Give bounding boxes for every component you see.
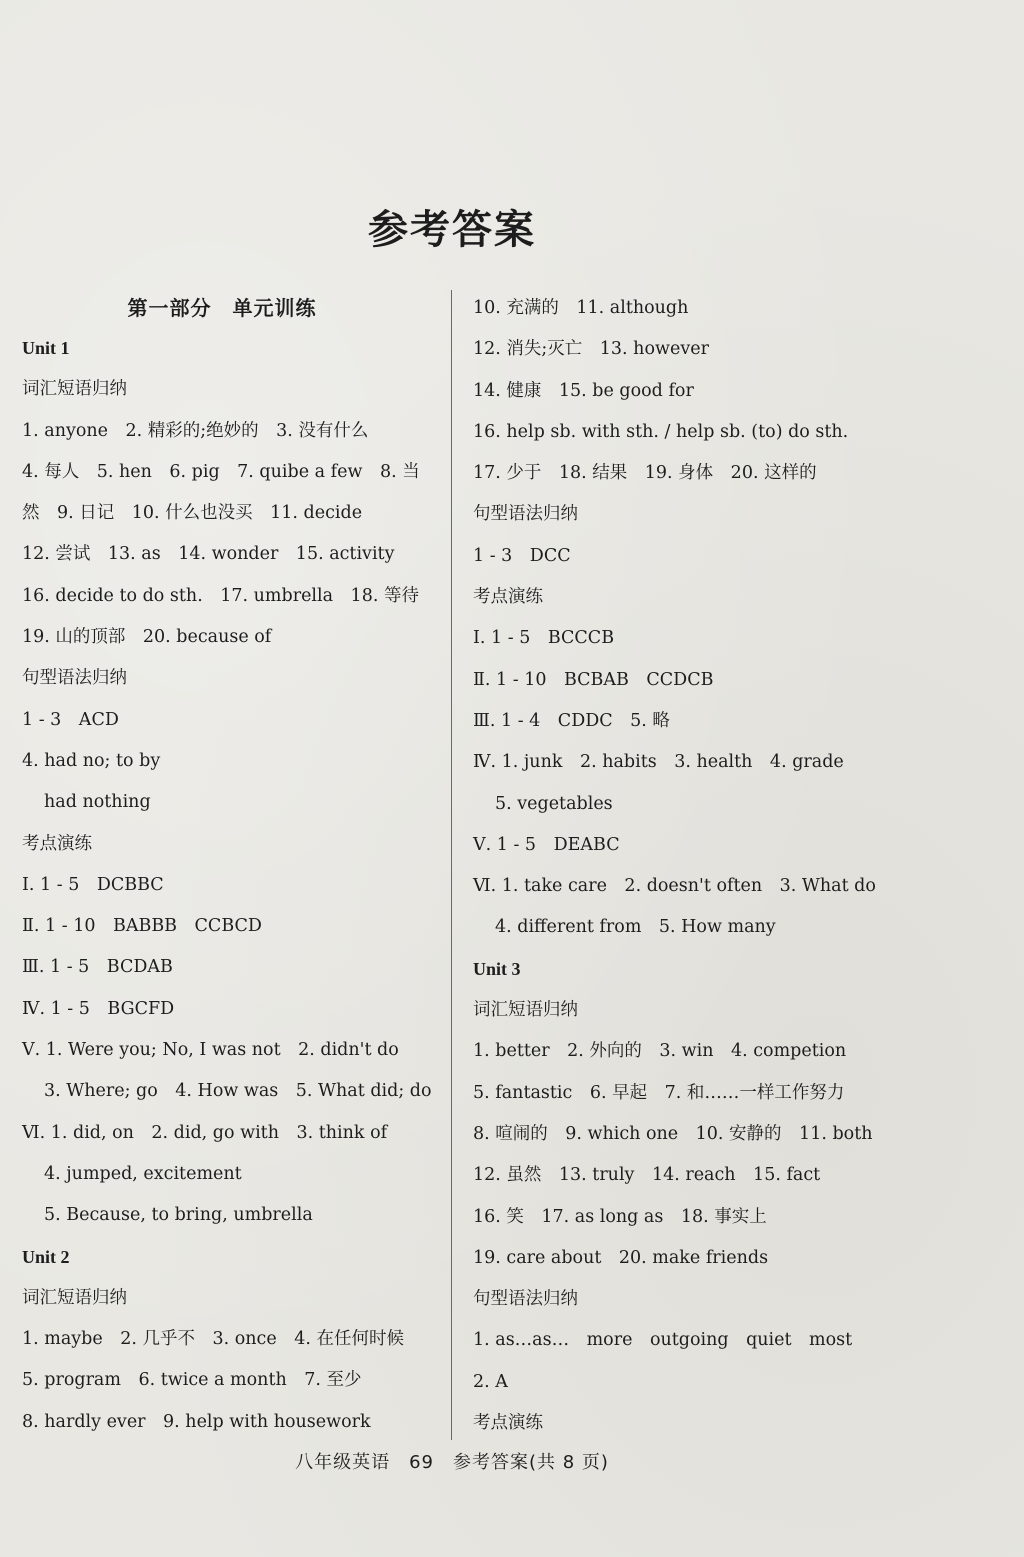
answer-line: Ⅱ. 1 - 10 BCBAB CCDCB	[473, 669, 714, 690]
answer-line: 1 - 3 DCC	[473, 545, 571, 566]
answer-line: 5. program 6. twice a month 7. 至少	[22, 1370, 362, 1391]
answer-line: 16. help sb. with sth. / help sb. (to) do sth.	[473, 421, 849, 442]
subsection-heading: 词汇短语归纳	[22, 1287, 127, 1308]
answer-line: Ⅰ. 1 - 5 DCBBC	[22, 874, 164, 895]
answer-line: 5. fantastic 6. 早起 7. 和……一样工作努力	[473, 1082, 845, 1103]
subsection-heading: 词汇短语归纳	[473, 1000, 578, 1021]
subsection-heading: 考点演练	[473, 587, 543, 608]
answer-line: 16. 笑 17. as long as 18. 事实上	[473, 1206, 767, 1227]
page-title: 参考答案	[368, 207, 536, 253]
answer-line: Ⅴ. 1 - 5 DEABC	[473, 834, 620, 855]
answer-line: 5. Because, to bring, umbrella	[44, 1205, 313, 1226]
column-divider	[451, 290, 452, 1440]
unit-heading: Unit 3	[473, 958, 521, 979]
answer-line: 12. 消失;灭亡 13. however	[473, 339, 709, 360]
answer-line: Ⅱ. 1 - 10 BABBB CCBCD	[22, 916, 262, 937]
answer-line: 12. 虽然 13. truly 14. reach 15. fact	[473, 1165, 821, 1186]
subsection-heading: 句型语法归纳	[473, 1289, 578, 1310]
answer-line: 8. hardly ever 9. help with housework	[22, 1411, 371, 1432]
answer-line: Ⅵ. 1. did, on 2. did, go with 3. think of	[22, 1122, 388, 1143]
answer-line: 1. maybe 2. 几乎不 3. once 4. 在任何时候	[22, 1329, 404, 1350]
right-answer-list	[473, 288, 903, 1444]
subsection-heading: 考点演练	[22, 833, 92, 854]
answer-line: 1 - 3 ACD	[22, 709, 119, 730]
answer-line: 8. 喧闹的 9. which one 10. 安静的 11. both	[473, 1123, 873, 1144]
answer-line: 1. anyone 2. 精彩的;绝妙的 3. 没有什么	[22, 420, 369, 441]
answer-line: 10. 充满的 11. although	[473, 298, 689, 318]
subsection-heading: 词汇短语归纳	[22, 379, 127, 400]
answer-line: 17. 少于 18. 结果 19. 身体 20. 这样的	[473, 463, 817, 484]
answer-line: had nothing	[44, 792, 151, 813]
answer-line: 1. as…as… more outgoing quiet most	[473, 1330, 853, 1351]
left-answer-list	[22, 328, 442, 1443]
unit-heading: Unit 1	[22, 338, 70, 358]
answer-line: 19. care about 20. make friends	[473, 1247, 769, 1268]
unit-heading: Unit 2	[22, 1246, 70, 1267]
answer-line: 19. 山的顶部 20. because of	[22, 627, 272, 648]
answer-line: 然 9. 日记 10. 什么也没买 11. decide	[22, 503, 363, 524]
section-heading: 第一部分 单元训练	[127, 296, 317, 320]
answer-line: 12. 尝试 13. as 14. wonder 15. activity	[22, 544, 395, 565]
answer-line: 4. had no; to by	[22, 750, 161, 771]
answer-line: 14. 健康 15. be good for	[473, 380, 694, 401]
answer-line: 5. vegetables	[495, 793, 613, 814]
page-footer: 八年级英语 69 参考答案(共 8 页)	[295, 1452, 609, 1473]
answer-line: Ⅲ. 1 - 5 BCDAB	[22, 957, 173, 978]
left-column	[22, 288, 442, 1443]
answer-line: 4. 每人 5. hen 6. pig 7. quibe a few 8. 当	[22, 461, 420, 482]
answer-line: Ⅴ. 1. Were you; No, I was not 2. didn't do	[22, 1040, 399, 1061]
subsection-heading: 句型语法归纳	[22, 668, 127, 689]
answer-line: Ⅰ. 1 - 5 BCCCB	[473, 628, 615, 649]
answer-line: Ⅳ. 1 - 5 BGCFD	[22, 998, 175, 1019]
answer-line: Ⅵ. 1. take care 2. doesn't often 3. What do	[473, 876, 876, 897]
answer-line: 4. jumped, excitement	[44, 1163, 242, 1184]
answer-line: 3. Where; go 4. How was 5. What did; do	[44, 1081, 432, 1102]
subsection-heading: 句型语法归纳	[473, 504, 578, 525]
answer-line: Ⅳ. 1. junk 2. habits 3. health 4. grade	[473, 752, 844, 773]
answer-line: 4. different from 5. How many	[495, 917, 776, 938]
answer-line: 16. decide to do sth. 17. umbrella 18. 等待	[22, 585, 419, 606]
answer-line: 2. A	[473, 1371, 508, 1392]
answer-line: Ⅲ. 1 - 4 CDDC 5. 略	[473, 710, 670, 731]
subsection-heading: 考点演练	[473, 1413, 543, 1434]
answer-line: 1. better 2. 外向的 3. win 4. competion	[473, 1041, 847, 1062]
right-column	[473, 288, 903, 1444]
